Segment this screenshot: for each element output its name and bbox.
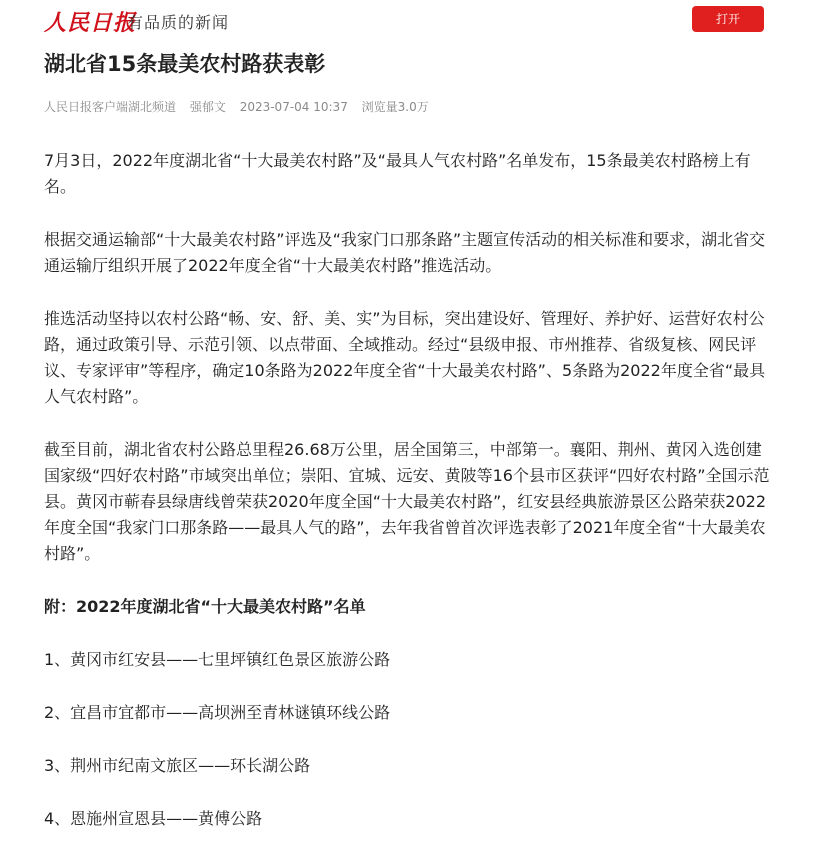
article-title: 湖北省15条最美农村路获表彰	[44, 52, 326, 76]
list-item: 4、恩施州宣恩县——黄傅公路	[44, 809, 263, 828]
list-heading: 附：2022年度湖北省“十大最美农村路”名单	[44, 597, 366, 616]
paragraph: 截至目前，湖北省农村公路总里程26.68万公里，居全国第三，中部第一。襄阳、荆州、黄冈入选创建国家级“四好农村路”市域突出单位；崇阳、宜城、远安、黄陂等16个县市区获评“四好农村路”全国示范县。黄冈市蕲春县绿唐线曾荣获2020年度全国“十大最美农村路”，红安县经典旅游景区公路荣获2022年度全国“我家门口那条路——最具人气的路”，去年我省曾首次评选表彰了2021年度全省“十大最美农村路”。	[44, 440, 770, 563]
article-body	[44, 148, 774, 859]
paragraph: 7月3日，2022年度湖北省“十大最美农村路”及“最具人气农村路”名单发布，15条最美农村路榜上有名。	[44, 151, 751, 196]
list-item: 1、黄冈市红安县——七里坪镇红色景区旅游公路	[44, 650, 391, 669]
slogan: 有品质的新闻	[127, 13, 230, 32]
paragraph: 推选活动坚持以农村公路“畅、安、舒、美、实”为目标，突出建设好、管理好、养护好、运营好农村公路，通过政策引导、示范引领、以点带面、全域推动。经过“县级申报、市州推荐、省级复核、网民评议、专家评审”等程序，确定10条路为2022年度全省“十大最美农村路”、5条路为2022年度全省“最具人气农村路”。	[44, 309, 766, 406]
paragraph: 根据交通运输部“十大最美农村路”评选及“我家门口那条路”主题宣传活动的相关标准和要求，湖北省交通运输厅组织开展了2022年度全省“十大最美农村路”推选活动。	[44, 230, 766, 275]
article-author: 强郁文	[189, 100, 226, 114]
article-source: 人民日报客户端湖北频道	[44, 100, 177, 114]
list-item: 2、宜昌市宜都市——高坝洲至青林谜镇环线公路	[44, 703, 391, 722]
article-datetime: 2023-07-04 10:37	[239, 100, 348, 114]
open-app-button[interactable]: 打开	[692, 6, 764, 32]
logo[interactable]: 人民日报	[44, 10, 137, 36]
top-bar	[0, 0, 823, 40]
article-views: 浏览量3.0万	[361, 100, 429, 114]
article-meta	[44, 98, 439, 115]
list-item: 3、荆州市纪南文旅区——环长湖公路	[44, 756, 311, 775]
